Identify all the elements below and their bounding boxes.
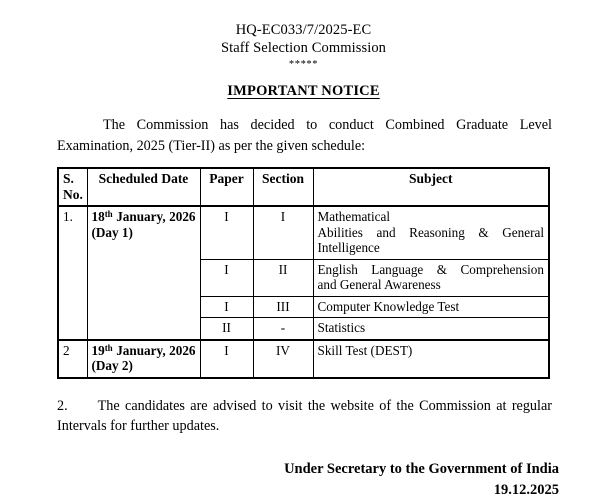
date-month-year: January, 2026 [116,342,196,358]
cell-subject [313,259,549,296]
letterhead [0,0,607,72]
cell-scheduled-date [87,340,200,378]
date-day-number: 19 [91,342,105,358]
signature-date: 19.12.2025 [493,481,559,498]
signature-designation: Under Secretary to the Government of India [284,460,559,477]
column-header-subject: Subject [313,168,549,206]
table-header [58,168,549,206]
cell-subject [313,206,549,259]
subject-line-1: Mathematical [317,209,390,224]
cell-scheduled-date [87,206,200,340]
cell-section: II [253,259,313,296]
cell-paper: I [200,340,253,378]
subject-line-3: Intelligence [317,240,380,255]
cell-paper: I [200,259,253,296]
schedule-table-wrapper [57,167,548,379]
date-ordinal-suffix: th [104,342,113,353]
cell-subject: Computer Knowledge Test [313,296,549,318]
cell-section: - [253,318,313,340]
cell-paper: I [200,206,253,259]
date-ordinal-suffix: th [104,209,113,219]
closing-paragraph-number: 2. [57,397,68,414]
table-row [58,206,549,259]
cell-sno: 1. [58,206,87,340]
page-title: IMPORTANT NOTICE [227,83,380,99]
cell-subject: Statistics [313,318,549,340]
scheduled-date-text [92,343,196,359]
closing-paragraph [57,396,552,437]
cell-subject: Skill Test (DEST) [313,340,549,378]
table-header-row [58,168,549,206]
date-day-number: 18 [91,209,105,224]
column-header-scheduled-date: Scheduled Date [87,168,200,206]
table-body [58,206,549,378]
subject-line-1: English Language & Comprehension [317,261,544,277]
signature-block [0,459,559,501]
cell-paper: II [200,318,253,340]
cell-section: I [253,206,313,259]
scheduled-day-label: (Day 1) [91,224,133,240]
file-number: HQ-EC033/7/2025-EC [235,22,372,38]
column-header-sno-line2: No. [63,186,83,202]
intro-paragraph: The Commission has decided to conduct Combined Graduate Level Examination, 2025 (Tier-II) as per the given schedule: [57,117,552,154]
column-header-sno-line1: S. [63,171,74,186]
closing-paragraph-text: The candidates are advised to visit the website of the Commission at regular Intervals for further updates. [57,397,552,434]
cell-section: IV [253,340,313,378]
date-month-year: January, 2026 [116,209,196,224]
subject-line-2: Abilities and Reasoning & General [317,224,544,240]
column-header-paper: Paper [200,168,253,206]
cell-paper: I [200,296,253,318]
scheduled-day-label: (Day 2) [91,358,133,373]
cell-sno: 2 [58,340,87,378]
cell-section: III [253,296,313,318]
scheduled-date-text [92,209,196,225]
column-header-sno [58,168,87,206]
table-row [58,340,549,378]
star-separator: ***** [288,59,319,70]
column-header-section: Section [253,168,313,206]
subject-line-2: and General Awareness [317,277,441,292]
organisation-name: Staff Selection Commission [220,40,387,56]
schedule-table [57,167,550,379]
